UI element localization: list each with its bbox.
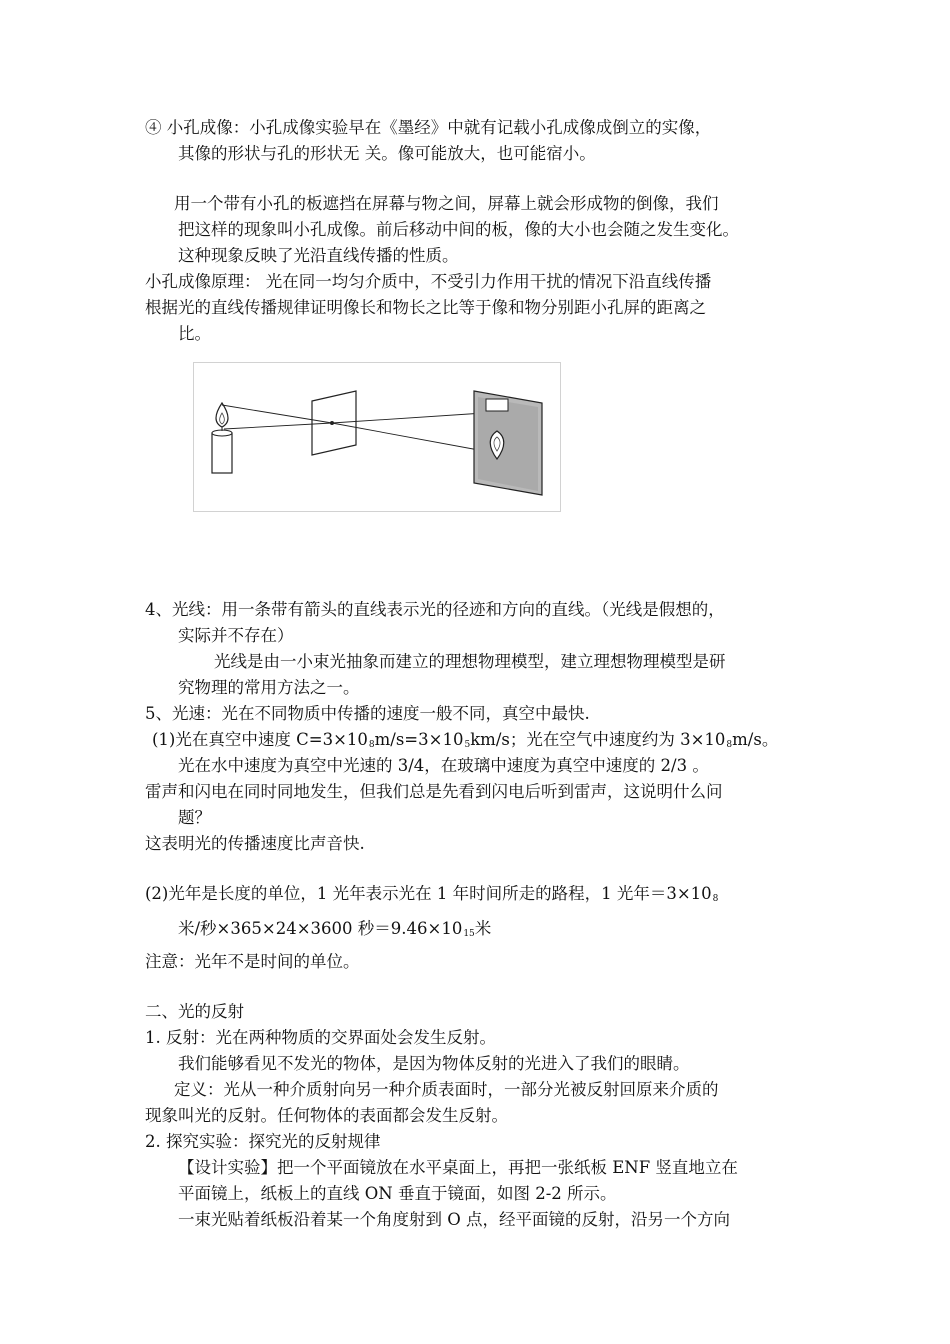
text-line: 光在水中速度为真空中光速的 3/4，在玻璃中速度为真空中速度的 2/3 。 [178, 756, 709, 775]
text-line: 我们能够看见不发光的物体，是因为物体反射的光进入了我们的眼睛。 [178, 1054, 690, 1073]
text-line: 光线是由一小束光抽象而建立的理想物理模型，建立理想物理模型是研 [214, 652, 726, 671]
pinhole-diagram [193, 362, 561, 512]
inverted-candle-icon [486, 399, 508, 411]
text-line: 题？ [178, 808, 211, 827]
text-line: 米/秒×365×24×3600 秒$=9.46\times 10_{15}$米 [178, 919, 492, 939]
text-line: (2)光年是长度的单位，1 光年表示光在 1 年时间所走的路程，1 光年$=3\times 10_8$ [145, 884, 719, 904]
text-line: 2. 探究实验：探究光的反射规律 [145, 1132, 381, 1151]
text-line: 【设计实验】把一个平面镜放在水平桌面上，再把一张纸板 ENF 竖直地立在 [178, 1158, 738, 1177]
text-line: 用一个带有小孔的板遮挡在屏幕与物之间，屏幕上就会形成物的倒像，我们 [174, 194, 719, 213]
text-line: 究物理的常用方法之一。 [178, 678, 360, 697]
text-line: 其像的形状与孔的形状无 关。像可能放大，也可能宿小。 [178, 144, 596, 163]
text-line: 定义：光从一种介质射向另一种介质表面时，一部分光被反射回原来介质的 [174, 1080, 719, 1099]
text-line: 根据光的直线传播规律证明像长和物长之比等于像和物分别距小孔屏的距离之 [145, 298, 706, 317]
text-line: 小孔成像原理： 光在同一均匀介质中，不受引力作用干扰的情况下沿直线传播 [145, 272, 712, 291]
candle-icon [212, 433, 232, 473]
text-line: 比。 [178, 324, 211, 343]
text-line: 这表明光的传播速度比声音快. [145, 834, 365, 853]
text-line: ④ 小孔成像：小孔成像实验早在《墨经》中就有记载小孔成像成倒立的实像， [145, 118, 712, 137]
text-line: 一束光贴着纸板沿着某一个角度射到 O 点，经平面镜的反射，沿另一个方向 [178, 1210, 731, 1229]
text-line: 实际并不存在） [178, 626, 294, 645]
text-line: (1)光在真空中速度 $C=3\times 10_8m/s=3\times 10_5km/s$；光在空气中速度约为 $3\times 10_8m/s$。 [152, 730, 779, 750]
text-line: 平面镜上，纸板上的直线 ON 垂直于镜面，如图 2-2 所示。 [178, 1184, 617, 1203]
text-line: 5、光速：光在不同物质中传播的速度一般不同，真空中最快. [145, 704, 590, 723]
text-line: 雷声和闪电在同时同地发生，但我们总是先看到闪电后听到雷声，这说明什么问 [145, 782, 723, 801]
section-heading: 二、光的反射 [145, 1002, 244, 1021]
text-line: 注意：光年不是时间的单位。 [145, 952, 360, 971]
pinhole-drawing [194, 363, 560, 511]
text-line: 这种现象反映了光沿直线传播的性质。 [178, 246, 459, 265]
text-line: 1. 反射：光在两种物质的交界面处会发生反射。 [145, 1028, 496, 1047]
text-line: 把这样的现象叫小孔成像。前后移动中间的板，像的大小也会随之发生变化。 [178, 220, 739, 239]
text-line: 4、光线：用一条带有箭头的直线表示光的径迹和方向的直线。（光线是假想的， [145, 600, 725, 619]
text-line: 现象叫光的反射。任何物体的表面都会发生反射。 [145, 1106, 508, 1125]
